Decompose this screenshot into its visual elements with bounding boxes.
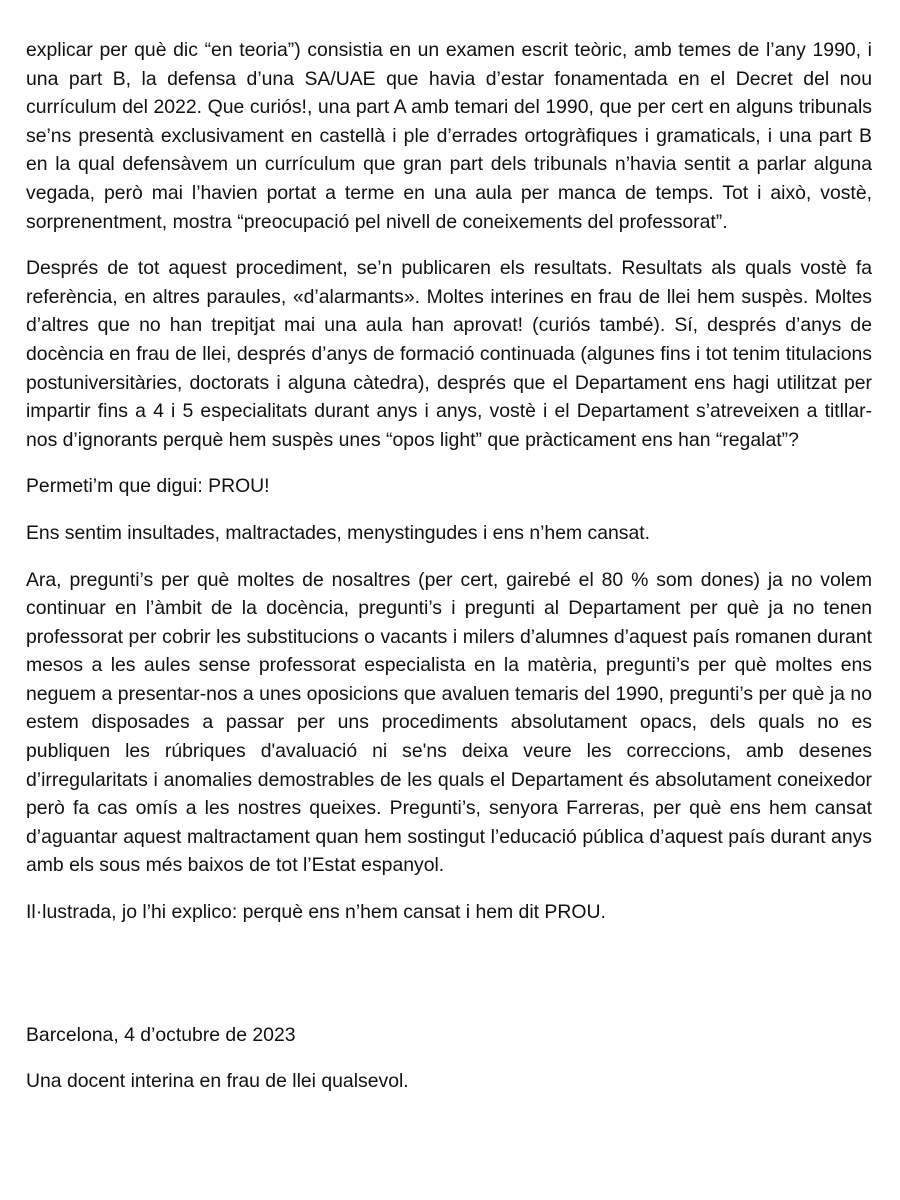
place-date: Barcelona, 4 d’octubre de 2023 <box>26 1024 296 1046</box>
paragraph-questions: Ara, pregunti’s per què moltes de nosaltres (per cert, gairebé el 80 % som dones) ja no volem continuar en l’àmbit de la docència, pregunti’s i pregunti al Departament per què ja no tenen professorat per cobrir les substitucions o vacants i milers d’alumnes d’aquest país romanen durant mesos a les aules sense professorat especialista en la matèria, pregunti’s per què moltes ens neguem a presentar-nos a unes oposicions que avaluen temaris del 1990, pregunti’s per què ja no estem disposades a passar per uns procediments absolutament opacs, dels quals no es publiquen les rúbriques d'avaluació ni se'ns deixa veure les correccions, amb desenes d’irregularitats i anomalies demostrables de les quals el Departament és absolutament coneixedor però fa cas omís a les nostres queixes. Pregunti’s, senyora Farreras, per què ens hem cansat d’aguantar aquest maltractament quan hem sostingut l’educació pública d’aquest país durant anys amb els sous més baixos de tot l’Estat espanyol. <box>26 568 872 877</box>
paragraph-results: Després de tot aquest procediment, se’n publicaren els resultats. Resultats als quals vostè fa referència, en altres paraules, «d’alarmants». Moltes interines en frau de llei hem suspès. Moltes d’altres que no han trepitjat mai una aula han aprovat! (curiós també). Sí, després d’anys de docència en frau de llei, després d’anys de formació continuada (algunes fins i tot tenim titulacions postuniversitàries, doctorats i alguna càtedra), després que el Departament ens hagi utilitzat per impartir fins a 4 i 5 especialitats durant anys i anys, vostè i el Departament s’atreveixen a titllar-nos d’ignorants perquè hem suspès unes “opos light” que pràcticament ens han “regalat”? <box>26 257 872 451</box>
letter-body <box>26 36 872 945</box>
signature-line: Una docent interina en frau de llei qualsevol. <box>26 1070 409 1092</box>
paragraph-conclusion: Il·lustrada, jo l’hi explico: perquè ens n’hem cansat i hem dit PROU. <box>26 901 606 924</box>
paragraph-exam-description: explicar per què dic “en teoria”) consistia en un examen escrit teòric, amb temes de l’any 1990, i una part B, la defensa d’una SA/UAE que havia d’estar fonamentada en el Decret del nou currículum del 2022. Que curiós!, una part A amb temari del 1990, que per cert en alguns tribunals se’ns presentà exclusivament en castellà i ple d’errades ortogràfiques i gramaticals, i una part B en la qual defensàvem un currículum que gran part dels tribunals n’havia sentit a parlar alguna vegada, però mai l’havien portat a terme en una aula per manca de temps. Tot i això, vostè, sorprenentment, mostra “preocupació pel nivell de coneixements del professorat”. <box>26 39 872 233</box>
paragraph-prou: Permeti’m que digui: PROU! <box>26 475 270 498</box>
paragraph-insulted: Ens sentim insultades, maltractades, menystingudes i ens n’hem cansat. <box>26 521 651 544</box>
